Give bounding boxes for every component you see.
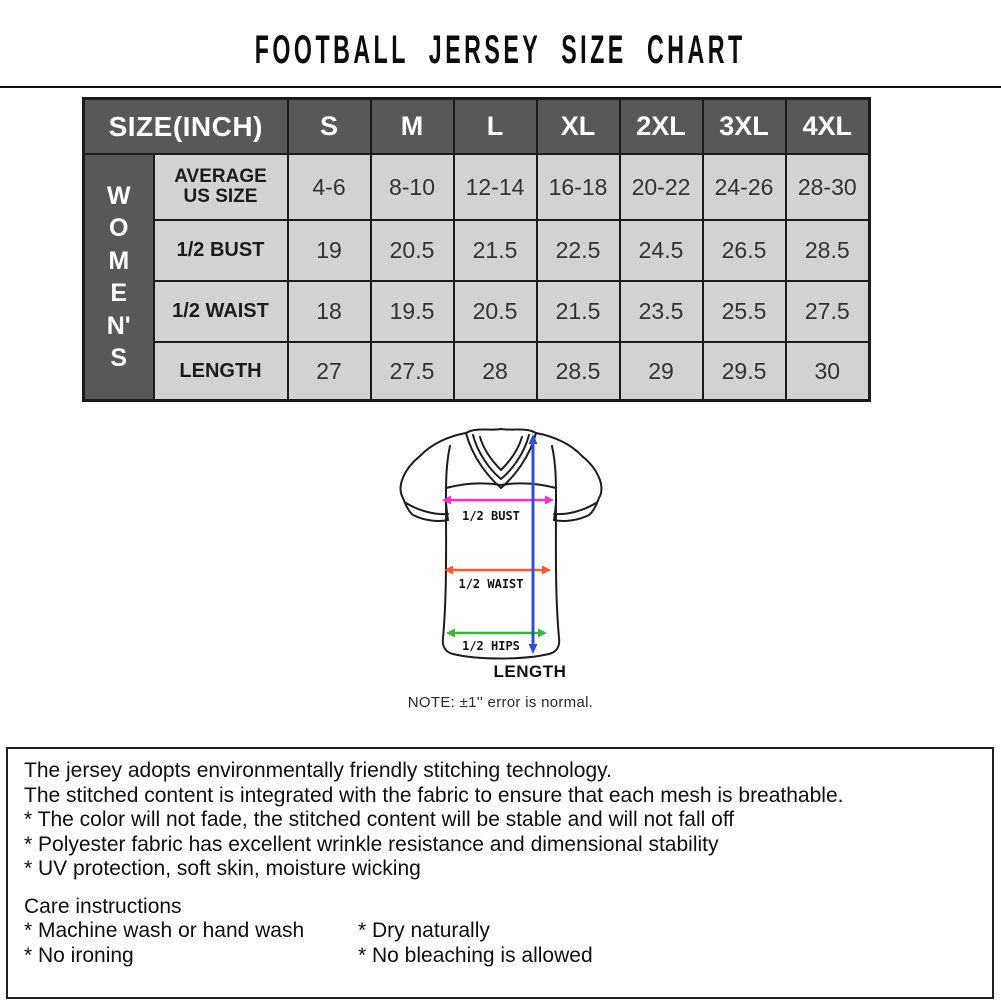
description-line: * Polyester fabric has excellent wrinkle resistance and dimensional stability [24,832,719,856]
cell: 28.5 [786,220,870,281]
product-description [24,759,976,882]
jersey-measurement-diagram [393,424,613,686]
cell: 19.5 [371,281,454,342]
hips-label: 1/2 HIPS [462,639,520,653]
col-header-3xl: 3XL [703,99,786,155]
cell: 20-22 [620,154,703,220]
title-divider [0,86,1001,88]
care-item: * No bleaching is allowed [358,943,593,967]
cell: 28.5 [537,342,620,401]
waist-label: 1/2 WAIST [458,577,524,591]
bust-arrow [442,496,554,524]
bust-label: 1/2 BUST [462,509,520,523]
left-sleeve-seam [446,446,450,500]
cell: 19 [288,220,371,281]
cell: 21.5 [537,281,620,342]
care-item: * No ironing [24,943,134,967]
cell: 18 [288,281,371,342]
row-label-average-us-size: AVERAGE US SIZE [154,154,288,220]
care-instructions [24,895,976,969]
col-header-xl: XL [537,99,620,155]
length-label: LENGTH [493,662,567,681]
row-label-half-bust: 1/2 BUST [154,220,288,281]
table-row [84,220,870,281]
col-header-m: M [371,99,454,155]
right-sleeve-seam [552,446,556,500]
cell: 12-14 [454,154,537,220]
cell: 21.5 [454,220,537,281]
title-bar [0,28,1001,73]
care-heading: Care instructions [24,894,182,918]
cell: 28-30 [786,154,870,220]
page-title: FOOTBALL JERSEY SIZE CHART [255,28,746,72]
cell: 16-18 [537,154,620,220]
group-letter: M [108,246,130,275]
table-header-row [84,99,870,155]
cell: 8-10 [371,154,454,220]
care-item: * Machine wash or hand wash [24,919,305,942]
cell: 26.5 [703,220,786,281]
cell: 27.5 [371,342,454,401]
table-row [84,342,870,401]
size-chart-table [82,97,871,402]
col-header-l: L [454,99,537,155]
group-letter: E [110,279,128,307]
cell: 30 [786,342,870,401]
waist-arrow [444,566,551,592]
tolerance-note: NOTE: ±1'' error is normal. [407,694,594,711]
col-header-2xl: 2XL [620,99,703,155]
table-row [84,281,870,342]
cell: 27.5 [786,281,870,342]
collar-trim-line [480,437,522,470]
cell: 24.5 [620,220,703,281]
cell: 24-26 [703,154,786,220]
cell: 29 [620,342,703,401]
row-label-half-waist: 1/2 WAIST [154,281,288,342]
cell: 22.5 [537,220,620,281]
cell: 29.5 [703,342,786,401]
description-line: * The color will not fade, the stitched content will be stable and will not fall off [24,808,735,831]
cell: 27 [288,342,371,401]
cell: 20.5 [371,220,454,281]
cell: 20.5 [454,281,537,342]
col-header-s: S [288,99,371,155]
group-letter: W [106,181,131,210]
description-line: The jersey adopts environmentally friendly stitching technology. [24,759,612,782]
group-letter: O [109,214,129,242]
cell: 23.5 [620,281,703,342]
description-line: The stitched content is integrated with the fabric to ensure that each mesh is breathable. [24,783,844,807]
care-item: * Dry naturally [358,919,490,942]
jersey-outline [401,429,602,659]
cell: 25.5 [703,281,786,342]
right-cuff-line [554,503,596,514]
group-letter: S [110,344,128,372]
product-info-box [6,747,994,999]
description-line: * UV protection, soft skin, moisture wicking [24,857,421,880]
col-header-4xl: 4XL [786,99,870,155]
cell: 4-6 [288,154,371,220]
table-corner-label: SIZE(INCH) [84,99,288,155]
table-row [84,154,870,220]
cell: 28 [454,342,537,401]
group-letter: N' [106,311,131,340]
row-label-length: LENGTH [154,342,288,401]
womens-group-label [84,154,154,401]
left-cuff-line [406,503,448,514]
